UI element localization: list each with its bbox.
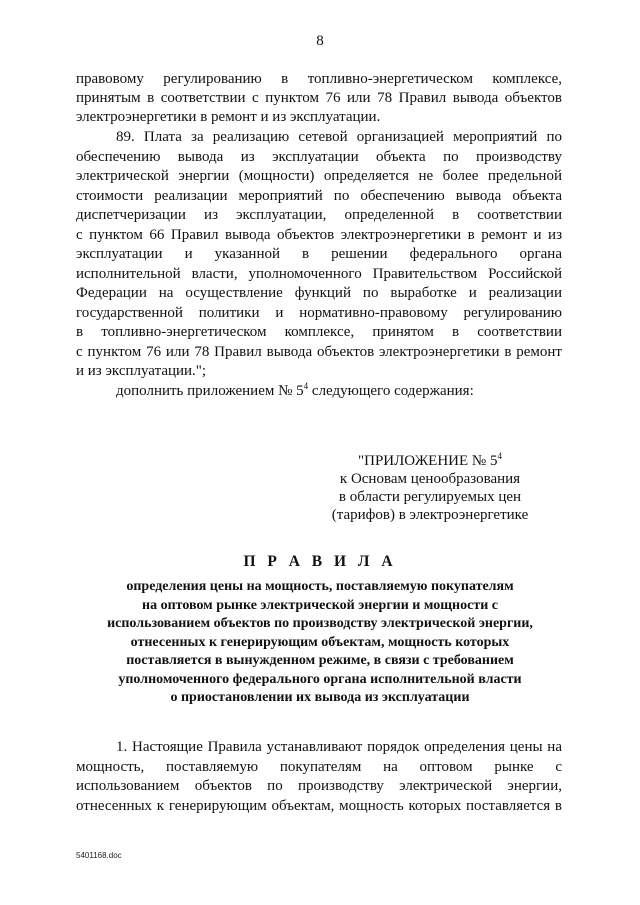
paragraph-line: Федерации на осуществление функций по выработке и реализации	[76, 285, 562, 301]
subtitle-line: о приостановлении их вывода из эксплуатации	[170, 690, 470, 705]
paragraph-line: 89. Плата за реализацию сетевой организацией мероприятий по	[116, 129, 562, 145]
paragraph-line: электроэнергетики в ремонт и из эксплуатации.	[76, 109, 381, 125]
paragraph-line: мощность, поставляемую покупателям на оптовом рынке с	[76, 759, 562, 775]
subtitle-line: на оптовом рынке электрической энергии и мощности с	[142, 597, 498, 613]
paragraph-line: эксплуатации и указанной в решении федерального органа	[76, 246, 562, 262]
paragraph-line: правовому регулированию в топливно-энергетическом комплексе,	[76, 71, 562, 87]
supplement-sup: 4	[303, 381, 309, 391]
paragraph-line: с пунктом 76 или 78 Правил вывода объектов электроэнергетики в ремонт	[76, 344, 562, 360]
appendix-line: к Основам ценообразования	[339, 471, 521, 487]
appendix-line: (тарифов) в электроэнергетике	[331, 507, 529, 523]
paragraph-line: стоимости реализации мероприятий по обеспечению вывода объекта	[76, 188, 562, 204]
rules-title: П Р А В И Л А	[243, 553, 397, 570]
subtitle-line: уполномоченного федерального органа исполнительной власти	[118, 671, 522, 687]
paragraph-line: в топливно-энергетическом комплексе, принятом в соответствии	[76, 324, 562, 340]
paragraph-line: электрической энергии (мощности) определяется не более предельной	[76, 168, 562, 184]
page-number: 8	[316, 33, 324, 49]
subtitle-line: определения цены на мощность, поставляемую покупателям	[126, 579, 514, 594]
subtitle-line: поставляется в вынужденном режиме, в связи с требованием	[126, 653, 514, 668]
paragraph-line: принятым в соответствии с пунктом 76 или 78 Правил вывода объектов	[76, 90, 562, 106]
footer-doc-id: 5401168.doc	[76, 851, 122, 860]
paragraph-line: государственной политики и нормативно-правовому регулированию	[76, 305, 562, 321]
appendix-sup: 4	[497, 451, 502, 461]
appendix-line: в области регулируемых цен	[338, 489, 522, 505]
paragraph-line: обеспечению вывода из эксплуатации объекта по производству	[76, 149, 562, 165]
paragraph-line: 1. Настоящие Правила устанавливают порядок определения цены на	[116, 739, 562, 755]
paragraph-line: диспетчеризации из эксплуатации, определенной в соответствии	[76, 207, 562, 223]
supplement-text: дополнить приложением № 5	[116, 383, 304, 399]
paragraph-line: с пунктом 66 Правил вывода объектов электроэнергетики в ремонт и из	[76, 227, 562, 243]
paragraph-line: и из эксплуатации.";	[76, 363, 207, 379]
subtitle-line: отнесенных к генерирующим объектам, мощность которых	[130, 634, 510, 650]
rules-subtitle	[60, 578, 580, 708]
appendix-title: "ПРИЛОЖЕНИЕ № 5	[357, 453, 498, 469]
subtitle-line: использованием объектов по производству электрической энергии,	[107, 616, 533, 631]
supplement-line	[116, 382, 562, 400]
supplement-tail: следующего содержания:	[308, 383, 474, 399]
paragraph-line: использованием объектов по производству электрической энергии,	[76, 778, 562, 794]
paragraph-line: отнесенных к генерирующим объектам, мощность которых поставляется в	[76, 798, 562, 814]
paragraph-line: исполнительной власти, уполномоченного Правительством Российской	[76, 266, 562, 282]
appendix-heading	[300, 452, 560, 471]
